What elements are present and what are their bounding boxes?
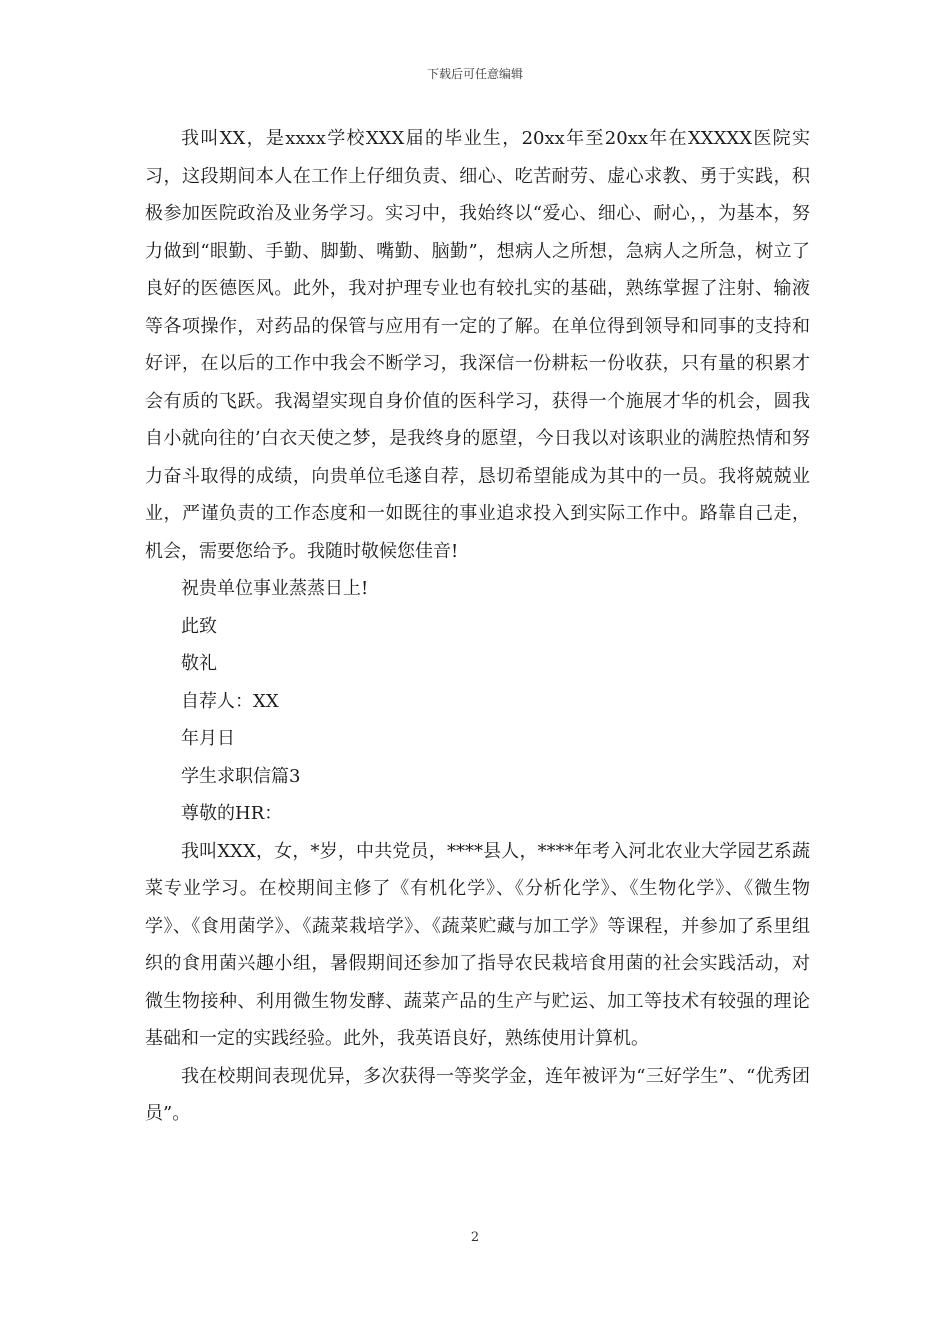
closing-cizhi: 此致 (181, 615, 217, 637)
closing-jingli: 敬礼 (181, 653, 217, 674)
page-number: 2 (470, 1230, 480, 1245)
paragraph-achievements: 我在校期间表现优异，多次获得一等奖学金，连年被评为“三好学生”、“优秀团员”。 (145, 1065, 810, 1124)
page-header-note: 下载后可任意编辑 (426, 67, 523, 81)
paragraph-education: 我叫XXX，女，*岁，中共党员，****县人，****年考入河北农业大学园艺系蔬菜专业学习。在校期间主修了《有机化学》、《分析化学》、《生物化学》、《微生物学》、《食用菌学》、《蔬菜栽培学》、《蔬菜贮藏与加工学》等课程，并参加了系里组织的食用菌兴趣小组，暑假期间还参加了指导农民栽培食用菌的社会实践活动，对微生物接种、利用微生物发酵、蔬菜产品的生产与贮运、加工等技术有较强的理论基础和一定的实践经验。此外，我英语良好，熟练使用计算机。 (145, 840, 810, 1049)
closing-wish: 祝贵单位事业蒸蒸日上! (181, 578, 369, 599)
date-line: 年月日 (181, 728, 235, 749)
signer: 自荐人：XX (181, 690, 279, 712)
section-title: 学生求职信篇3 (181, 765, 301, 787)
document-body (145, 120, 810, 1133)
paragraph-self-introduction: 我叫XX，是xxxx学校XXX届的毕业生，20xx年至20xx年在XXXXX医院实习，这段期间本人在工作上仔细负责、细心、吃苦耐劳、虚心求教、勇于实践，积极参加医院政治及业务学习。实习中，我始终以“爱心、细心、耐心，，为基本，努力做到“眼勤、手勤、脚勤、嘴勤、脑勤”，想病人之所想，急病人之所急，树立了良好的医德医风。此外，我对护理专业也有较扎实的基础，熟练掌握了注射、输液等各项操作，对药品的保管与应用有一定的了解。在单位得到领导和同事的支持和好评，在以后的工作中我会不断学习，我深信一份耕耘一份收获，只有量的积累才会有质的飞跃。我渴望实现自身价值的医科学习，获得一个施展才华的机会，圆我自小就向往的’白衣天使之梦，是我终身的愿望，今日我以对该职业的满腔热情和努力奋斗取得的成绩，向贵单位毛遂自荐，恳切希望能成为其中的一员。我将兢兢业业，严谨负责的工作态度和一如既往的事业追求投入到实际工作中。路靠自己走，机会，需要您给予。我随时敬候您佳音! (145, 128, 810, 562)
salutation: 尊敬的HR： (181, 803, 283, 824)
